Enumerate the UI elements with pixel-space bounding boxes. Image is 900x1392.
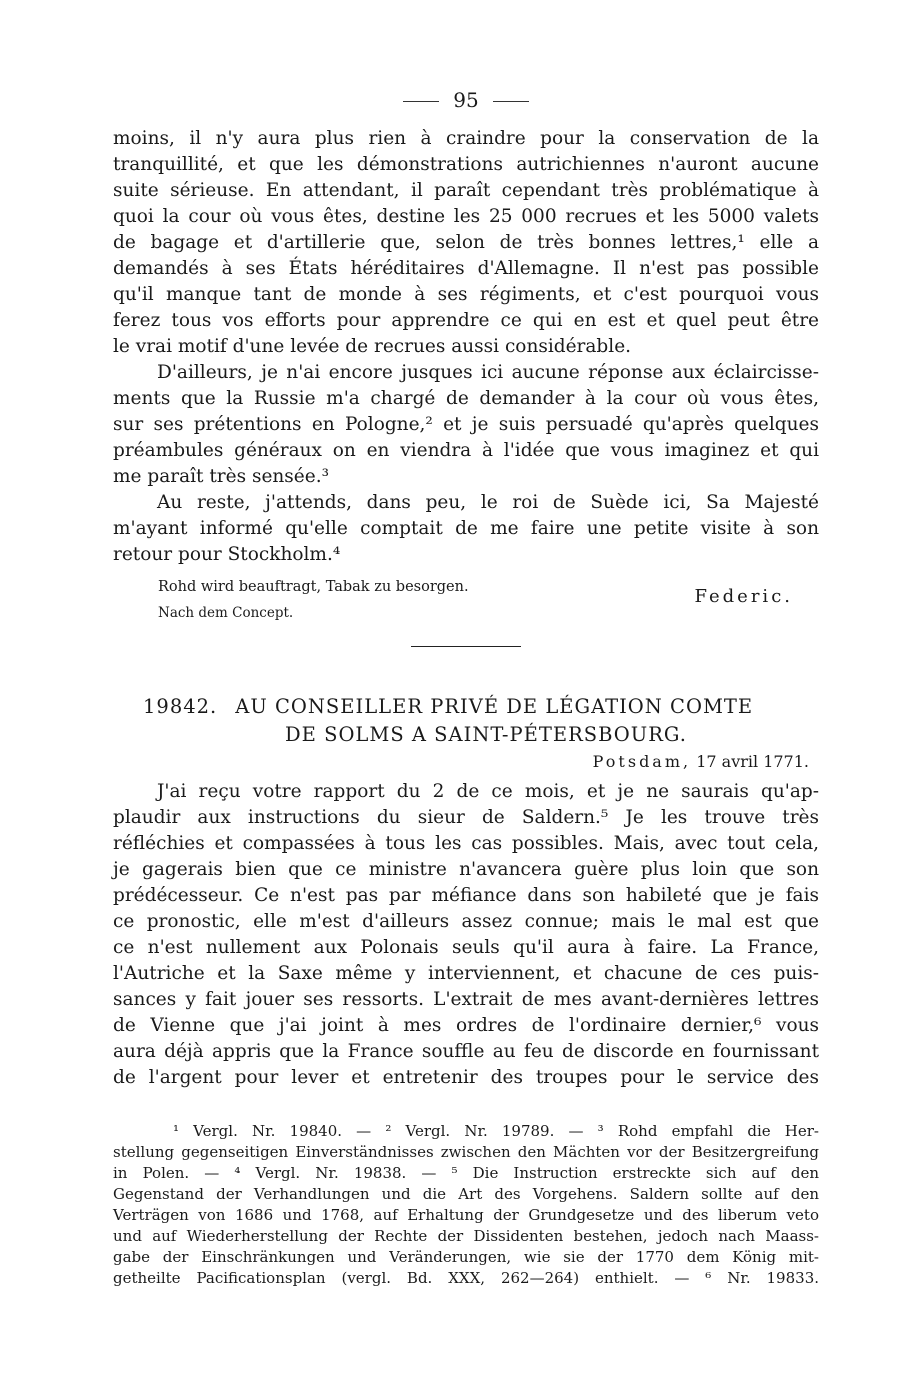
letter1-paragraph-1 [113, 126, 819, 360]
text-line: quoi la cour où vous êtes, destine les 25 000 recrues et les 5000 valets [113, 206, 819, 227]
footnote-line: ¹ Vergl. Nr. 19840. — ² Vergl. Nr. 19789. — ³ Rohd empfahl die Her- [173, 1122, 819, 1140]
dateline [113, 749, 809, 775]
text-line: de Vienne que j'ai joint à mes ordres de l'ordinaire dernier,⁶ vous [113, 1015, 819, 1036]
text-line: ferez tous vos efforts pour apprendre ce qui en est et quel peut être [113, 310, 819, 331]
dateline-place: Potsdam, [592, 752, 692, 771]
letter1-paragraph-3 [113, 490, 819, 568]
page-number-text: 95 [453, 88, 479, 112]
text-line: suite sérieuse. En attendant, il paraît cependant très problématique à [113, 180, 819, 201]
page-number [113, 86, 819, 114]
text-line: me paraît très sensée.³ [113, 466, 329, 487]
text-line: moins, il n'y aura plus rien à craindre pour la conservation de la [113, 128, 819, 149]
text-line: D'ailleurs, je n'ai encore jusques ici aucune réponse aux éclaircisse- [157, 362, 819, 383]
document-page [113, 86, 819, 1289]
text-line: m'ayant informé qu'elle comptait de me faire une petite visite à son [113, 518, 819, 539]
text-line: ments que la Russie m'a chargé de demander à la cour où vous êtes, [113, 388, 819, 409]
footnote-line: stellung gegenseitigen Einverständnisses zwischen den Mächten vor der Besitzergreifung [113, 1143, 819, 1161]
text-line: tranquillité, et que les démonstrations autrichiennes n'auront aucune [113, 154, 819, 175]
footnote-line: Gegenstand der Verhandlungen und die Art des Vorgehens. Saldern sollte auf den [113, 1185, 819, 1203]
letter-title-line1: AU CONSEILLER PRIVÉ DE LÉGATION COMTE [235, 695, 754, 718]
footnote-line: und auf Wiederherstellung der Rechte der Dissidenten bestehen, jedoch nach Maass- [113, 1227, 819, 1245]
dateline-date: 17 avril 1771. [696, 752, 809, 771]
footnotes [113, 1121, 819, 1289]
note-rohd: Rohd wird beauftragt, Tabak zu besorgen. [158, 579, 469, 595]
text-line: retour pour Stockholm.⁴ [113, 544, 341, 565]
footnote-line: Verträgen von 1686 und 1768, auf Erhaltung der Grundgesetze und des liberum veto [113, 1206, 819, 1224]
letter2-heading [113, 693, 819, 749]
text-line: le vrai motif d'une levée de recrues aussi considérable. [113, 336, 632, 357]
dash-right [493, 101, 529, 102]
letter-number: 19842. [143, 695, 218, 718]
letter1-paragraph-2 [113, 360, 819, 490]
text-line: Au reste, j'attends, dans peu, le roi de Suède ici, Sa Majesté [157, 492, 819, 513]
footnote-line: getheilte Pacificationsplan (vergl. Bd. XXX, 262—264) enthielt. — ⁶ Nr. 19833. [113, 1269, 819, 1287]
text-line: réfléchies et compassées à tous les cas possibles. Mais, avec tout cela, [113, 833, 819, 854]
editorial-notes [158, 574, 469, 626]
section-divider [411, 646, 521, 647]
text-line: aura déjà appris que la France souffle au feu de discorde en fournissant [113, 1041, 819, 1062]
text-line: ce pronostic, elle m'est d'ailleurs assez connue; mais le mal est que [113, 911, 819, 932]
text-line: J'ai reçu votre rapport du 2 de ce mois, et je ne saurais qu'ap- [157, 781, 819, 802]
dash-left [403, 101, 439, 102]
text-line: je gagerais bien que ce ministre n'avancera guère plus loin que son [113, 859, 819, 880]
text-line: qu'il manque tant de monde à ses régiments, et c'est pourquoi vous [113, 284, 819, 305]
text-line: l'Autriche et la Saxe même y interviennent, et chacune de ces puis- [113, 963, 819, 984]
text-line: de l'argent pour lever et entretenir des troupes pour le service des [113, 1067, 819, 1088]
letter-title-line2: DE SOLMS A SAINT-PÉTERSBOURG. [285, 723, 687, 746]
text-line: préambules généraux on en viendra à l'idée que vous imaginez et qui [113, 440, 819, 461]
note-concept: Nach dem Concept. [158, 605, 294, 621]
text-line: de bagage et d'artillerie que, selon de très bonnes lettres,¹ elle a [113, 232, 819, 253]
text-line: sances y fait jouer ses ressorts. L'extrait de mes avant-dernières lettres [113, 989, 819, 1010]
text-line: prédécesseur. Ce n'est pas par méfiance dans son habileté que je fais [113, 885, 819, 906]
letter2-body [113, 779, 819, 1091]
text-line: sur ses prétentions en Pologne,² et je suis persuadé qu'après quelques [113, 414, 819, 435]
text-line: plaudir aux instructions du sieur de Saldern.⁵ Je les trouve très [113, 807, 819, 828]
footnote-line: in Polen. — ⁴ Vergl. Nr. 19838. — ⁵ Die Instruction erstreckte sich auf den [113, 1164, 819, 1182]
text-line: demandés à ses États héréditaires d'Allemagne. Il n'est pas possible [113, 258, 819, 279]
letter1-closing [113, 574, 819, 624]
footnote-line: gabe der Einschränkungen und Veränderungen, wie sie der 1770 dem König mit- [113, 1248, 819, 1266]
signature: Federic. [694, 586, 793, 607]
text-line: ce n'est nullement aux Polonais seuls qu'il aura à faire. La France, [113, 937, 819, 958]
